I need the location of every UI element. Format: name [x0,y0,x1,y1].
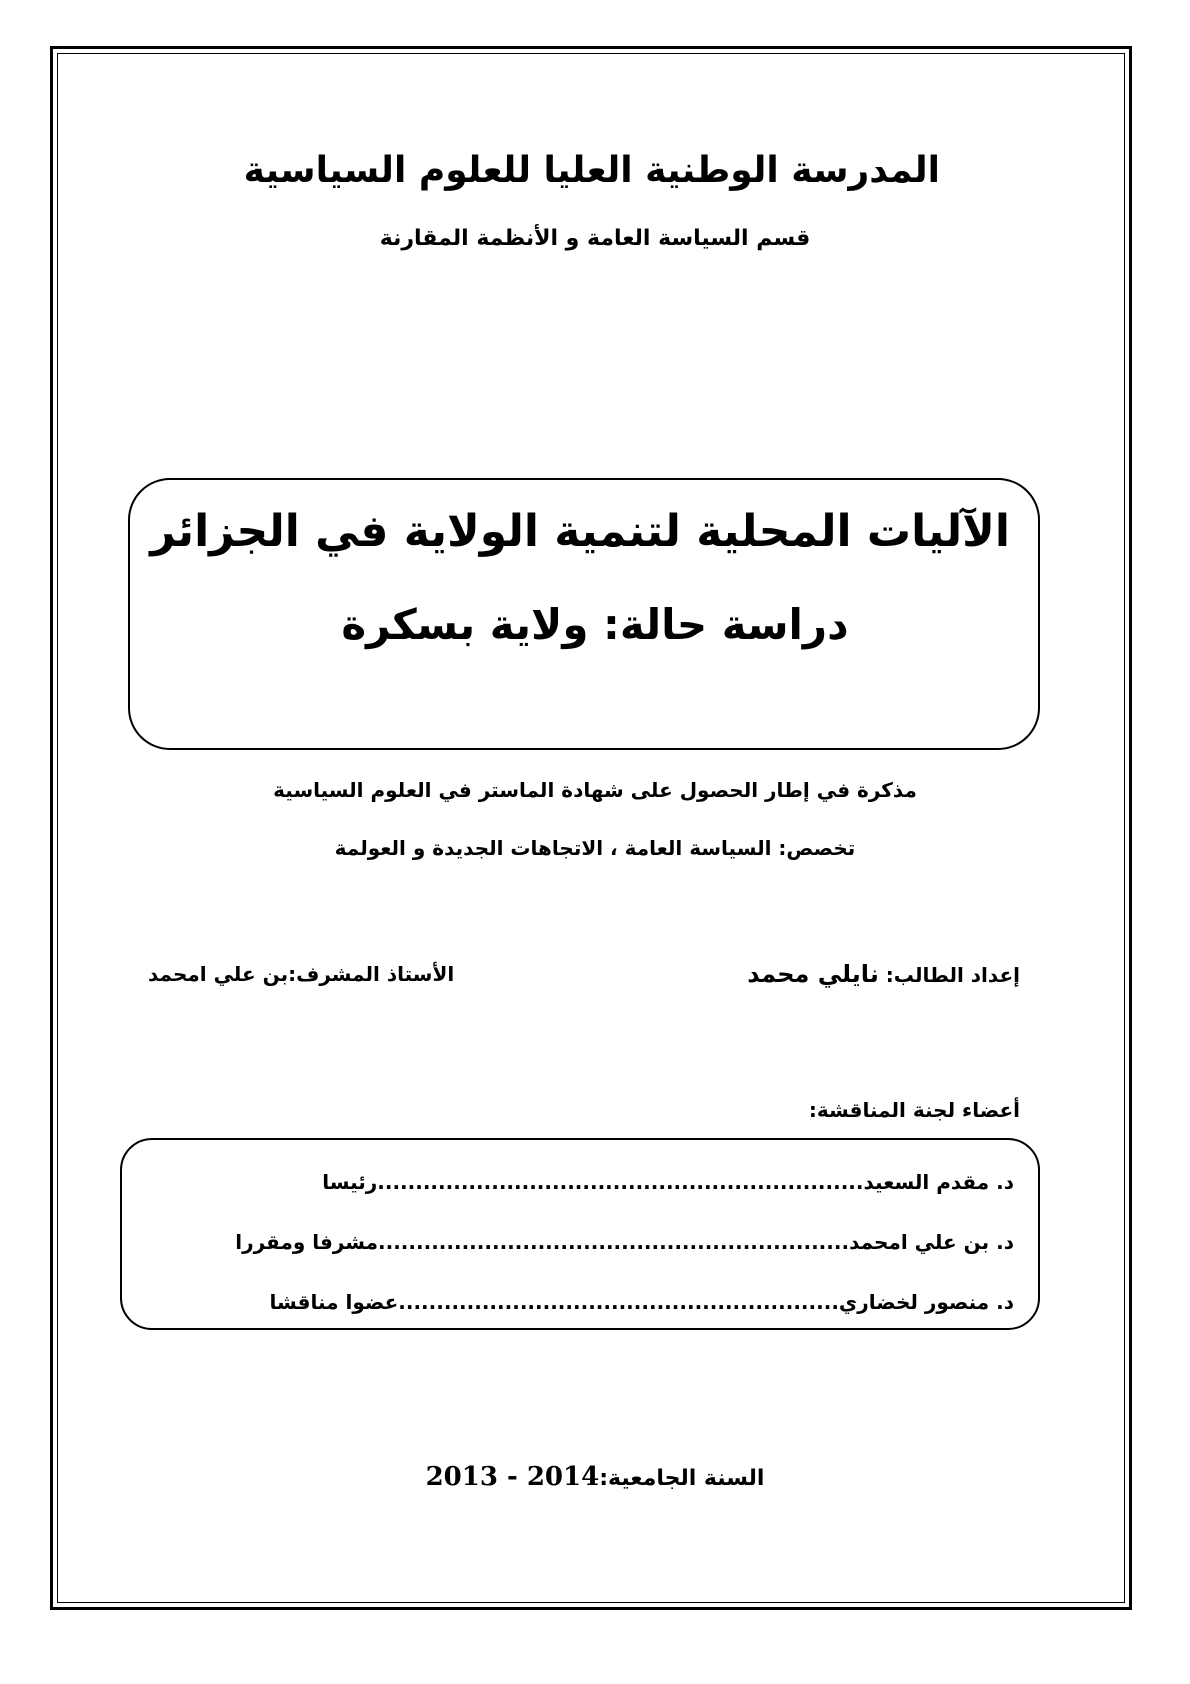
supervisor: الأستاذ المشرف:بن علي امحمد [148,962,455,986]
thesis-title: الآليات المحلية لتنمية الولاية في الجزائر [150,506,1010,557]
prepared-label: إعداد الطالب: [885,963,1020,987]
page-border-inner [57,53,1125,1603]
academic-year-value: 2013 - 2014 [425,1462,600,1492]
jury-heading: أعضاء لجنة المناقشة: [808,1098,1020,1122]
specialization: تخصص: السياسة العامة ، الاتجاهات الجديدة و العولمة [334,836,856,860]
prepared-by [747,960,1020,988]
jury-member-chair: د. مقدم السعيد................................................................رئيسا [322,1170,1014,1194]
memo-statement: مذكرة في إطار الحصول على شهادة الماستر في العلوم السياسية [273,778,917,802]
school-name: المدرسة الوطنية العليا للعلوم السياسية [243,150,940,191]
department-name: قسم السياسة العامة و الأنظمة المقارنة [379,226,811,251]
student-name: نايلي محمد [747,960,879,988]
jury-member-supervisor: د. بن علي امحمد..............................................................مشرفا ومقررا [235,1230,1014,1254]
academic-year [380,1462,810,1492]
thesis-subtitle: دراسة حالة: ولاية بسكرة [341,600,849,649]
jury-member-examiner: د. منصور لخضاري..........................................................عضوا مناقشا [269,1290,1014,1314]
academic-year-label: السنة الجامعية: [599,1466,765,1491]
